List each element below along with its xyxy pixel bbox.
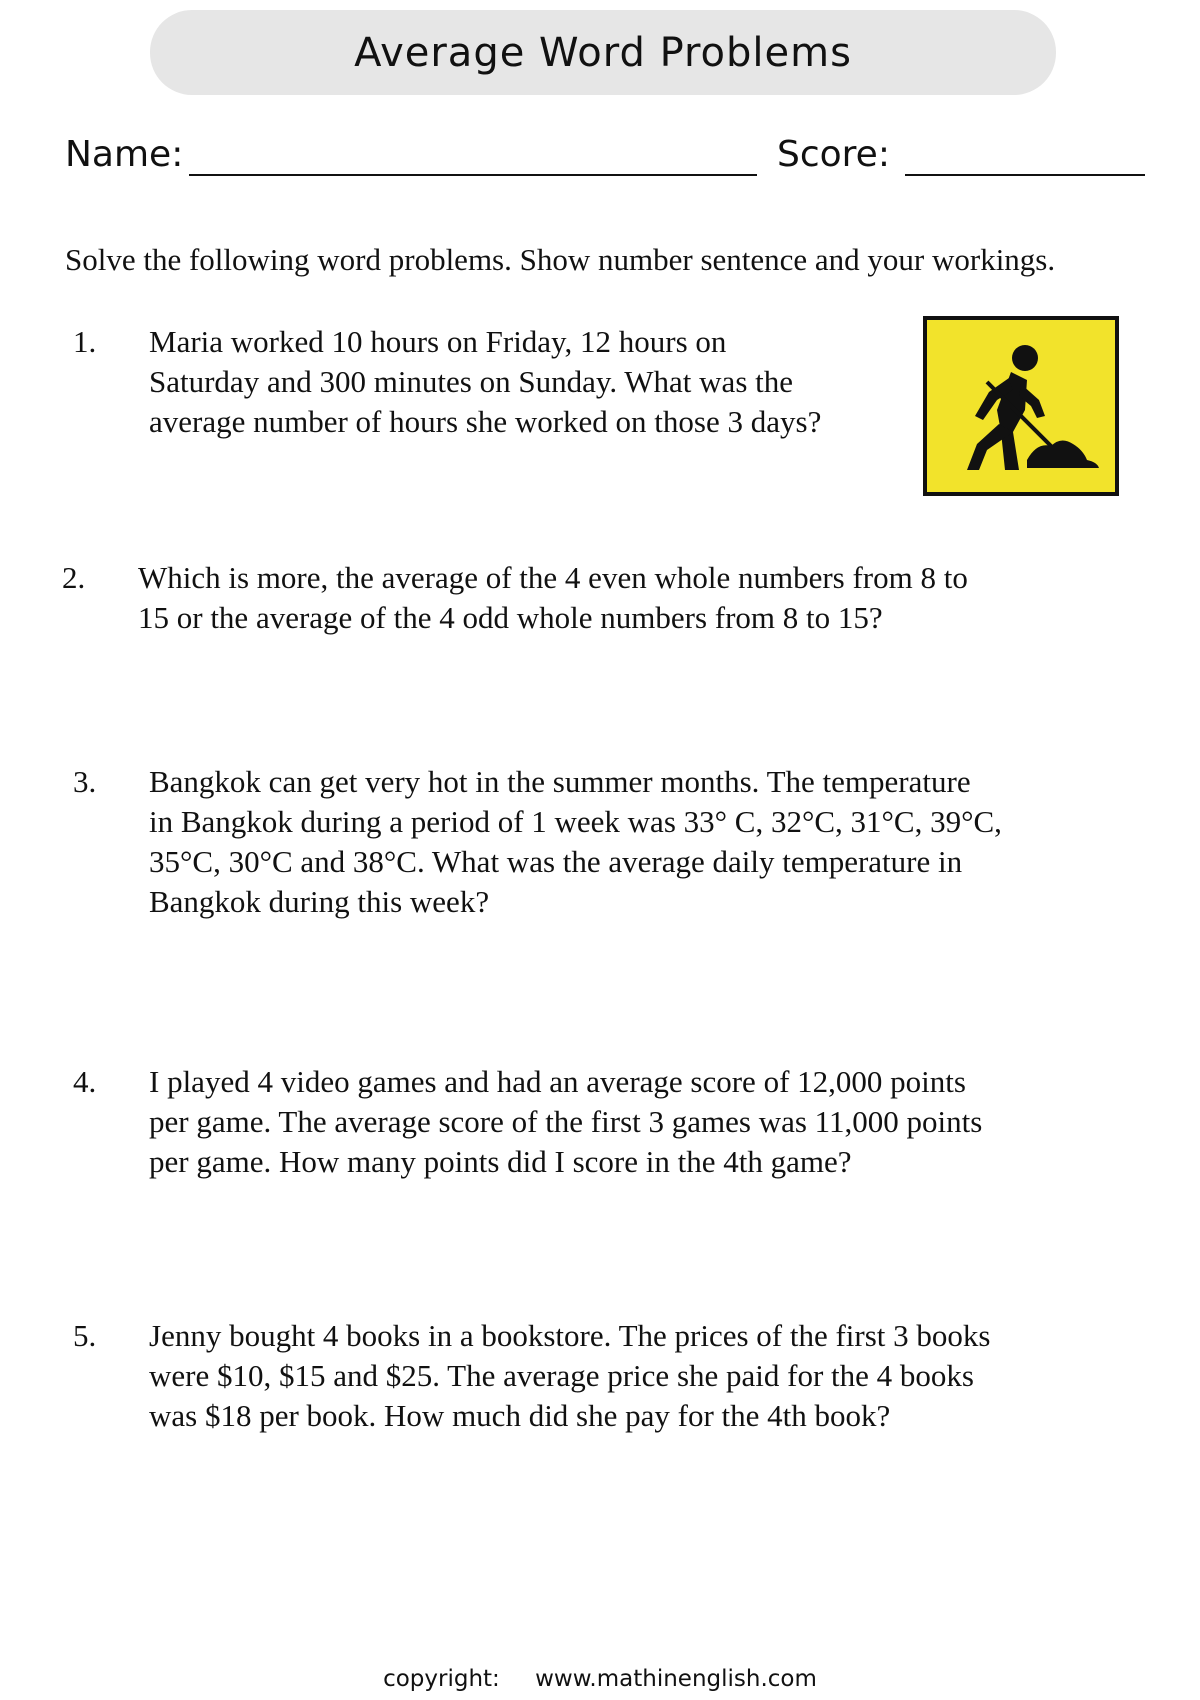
page-title: Average Word Problems [354, 29, 852, 76]
name-score-row [65, 130, 1145, 180]
problem-number: 4. [73, 1064, 97, 1099]
score-label: Score: [777, 134, 890, 175]
name-label: Name: [65, 134, 184, 175]
problem-text: I played 4 video games and had an average score of 12,000 points per game. The average score of the first 3 games was 11,000 points per game. How many points did I score in the 4th game? [149, 1064, 983, 1179]
problem-number: 1. [73, 324, 97, 359]
website-link[interactable]: www.mathinenglish.com [535, 1666, 817, 1692]
problem-number: 3. [73, 764, 97, 799]
name-field[interactable] [189, 174, 757, 176]
road-work-sign-icon [923, 316, 1119, 496]
problem-text: Bangkok can get very hot in the summer months. The temperature in Bangkok during a period of 1 week was 33° C, 32°C, 31°C, 39°C, 35°C, 30°C and 38°C. What was the average daily temperature in Bangkok during this week? [149, 764, 1002, 919]
score-field[interactable] [905, 174, 1145, 176]
problem-number: 5. [73, 1318, 97, 1353]
instructions: Solve the following word problems. Show number sentence and your workings. [65, 242, 1056, 277]
copyright-label: copyright: [383, 1666, 500, 1692]
copyright-footer [0, 1666, 1200, 1692]
problem-text: Which is more, the average of the 4 even whole numbers from 8 to 15 or the average of the 4 odd whole numbers from 8 to 15? [138, 560, 968, 635]
title-banner [150, 10, 1056, 95]
problem-text: Jenny bought 4 books in a bookstore. The prices of the first 3 books were $10, $15 and $25. The average price she paid for the 4 books was $18 per book. How much did she pay for the 4th book? [149, 1318, 991, 1433]
problem-text: Maria worked 10 hours on Friday, 12 hours on Saturday and 300 minutes on Sunday. What was the average number of hours she worked on those 3 days? [149, 324, 822, 439]
problem-number: 2. [62, 560, 86, 595]
